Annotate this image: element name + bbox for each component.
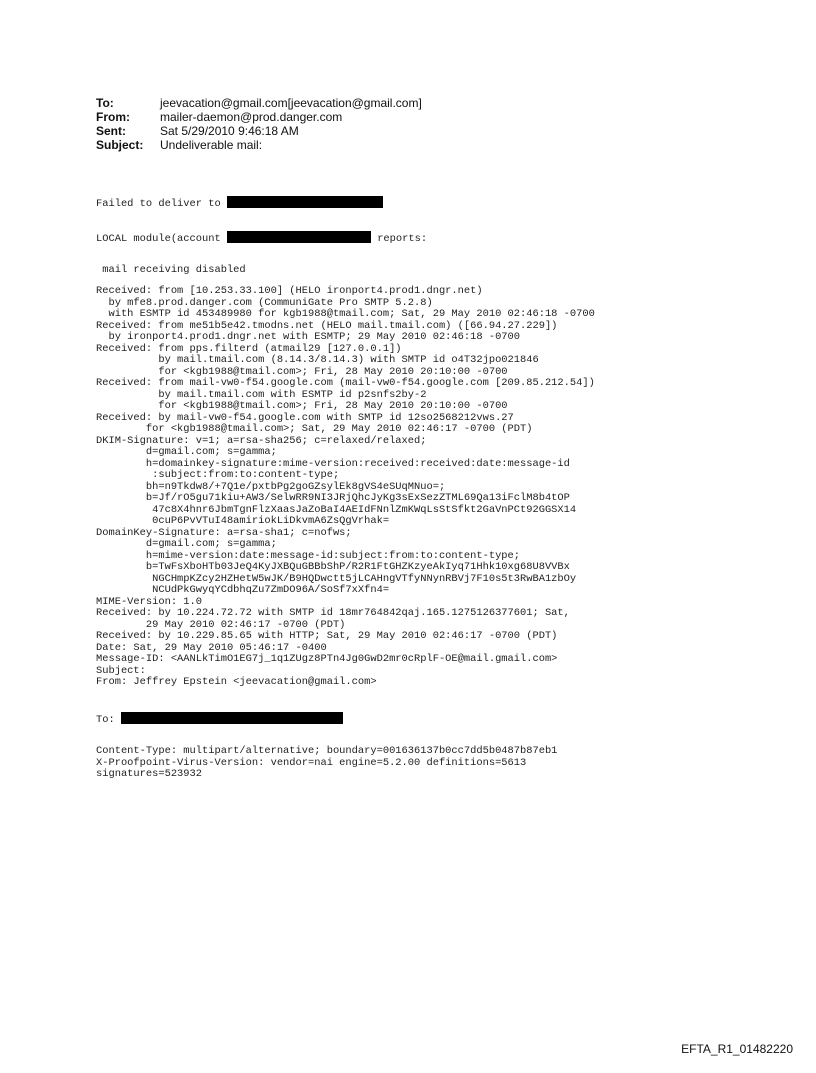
header-line: 0cuP6PvVTuI48amiriokLiDkvmA6ZsQgVrhak= (96, 515, 390, 527)
to-line (96, 712, 595, 724)
sent-value: Sat 5/29/2010 9:46:18 AM (160, 124, 299, 138)
header-line: DomainKey-Signature: a=rsa-sha1; c=nofws; (96, 526, 352, 539)
failure-text-1: Failed to deliver to (96, 198, 227, 210)
header-line: by mail.tmail.com (8.14.3/8.14.3) with SMTP id o4T32jpo021846 (96, 354, 539, 366)
header-line: 29 May 2010 02:46:17 -0700 (PDT) (96, 618, 346, 631)
header-line: Content-Type: multipart/alternative; boundary=001636137b0cc7dd5b0487b87eb1 (96, 745, 558, 757)
header-line: Subject: (96, 664, 146, 677)
sent-row (96, 124, 422, 138)
header-line: b=TwFsXboHTb03JeQ4KyJXBQuGBBbShP/R2R1FtGHZKzyeAkIyq71Hhk10xg68U8VVBx (96, 561, 570, 573)
header-line: for <kgb1988@tmail.com>; Sat, 29 May 2010 02:46:17 -0700 (PDT) (96, 423, 533, 435)
header-line: X-Proofpoint-Virus-Version: vendor=nai engine=5.2.00 definitions=5613 (96, 756, 527, 769)
header-line: Received: by mail-vw0-f54.google.com with SMTP id 12so2568212vws.27 (96, 411, 514, 424)
header-line: bh=n9Tkdw8/+7Q1e/pxtbPg2goGZsylEk8gVS4eSUqMNuo=; (96, 480, 446, 493)
failure-line-1 (96, 196, 427, 208)
failure-text-2a: LOCAL module(account (96, 232, 227, 245)
header-line: with ESMTP id 453489980 for kgb1988@tmail.com; Sat, 29 May 2010 02:46:18 -0700 (96, 308, 595, 320)
subject-label: Subject: (96, 138, 144, 152)
bates-number: EFTA_R1_01482220 (681, 1042, 793, 1056)
failure-line-2 (96, 231, 427, 243)
header-line: :subject:from:to:content-type; (96, 469, 340, 481)
header-line: b=Jf/rO5gu71kiu+AW3/SelwRR9NI3JRjQhcJyKg3sExSezZTML69Qa13iFclM8b4tOP (96, 492, 570, 504)
header-line: Received: by 10.224.72.72 with SMTP id 18mr764842qaj.165.1275126377601; Sat, (96, 607, 570, 619)
header-line: by ironport4.prod1.dngr.net with ESMTP; 29 May 2010 02:46:18 -0700 (96, 331, 521, 343)
failure-line-3: mail receiving disabled (96, 264, 246, 276)
redaction-box (227, 196, 383, 208)
header-lines (96, 286, 595, 689)
header-line: Received: from mail-vw0-f54.google.com (mail-vw0-f54.google.com [209.85.212.54]) (96, 377, 595, 389)
header-line: 47c8X4hnr6JbmTgnFlzXaasJaZoBaI4AEIdFNnlZmKWqLsStSfkt2GaVnPCt92GGSX14 (96, 503, 577, 516)
from-value: mailer-daemon@prod.danger.com (160, 110, 343, 124)
redaction-box (227, 231, 371, 243)
subject-value: Undeliverable mail: (160, 138, 263, 152)
header-line: for <kgb1988@tmail.com>; Fri, 28 May 2010 20:10:00 -0700 (96, 365, 508, 378)
failure-text-2b: reports: (370, 232, 428, 245)
header-line: From: Jeffrey Epstein <jeevacation@gmail.com> (96, 676, 377, 688)
from-row (96, 110, 422, 124)
header-line: DKIM-Signature: v=1; a=rsa-sha256; c=relaxed/relaxed; (96, 434, 427, 447)
header-line: Message-ID: <AANLkTimO1EG7j_1q1ZUgz8PTn4Jg0GwD2mr0cRplF-OE@mail.gmail.com> (96, 653, 558, 665)
raw-headers (96, 263, 595, 792)
header-line: d=gmail.com; s=gamma; (96, 446, 277, 458)
from-label: From: (96, 110, 130, 124)
header-line: MIME-Version: 1.0 (96, 595, 203, 608)
header-line: for <kgb1988@tmail.com>; Fri, 28 May 2010 20:10:00 -0700 (96, 400, 508, 412)
header-line: Received: from pps.filterd (atmail29 [127.0.0.1]) (96, 342, 402, 355)
redaction-box (121, 712, 343, 724)
header-line: Received: by 10.229.85.65 with HTTP; Sat, 29 May 2010 02:46:17 -0700 (PDT) (96, 630, 558, 642)
header-line: d=gmail.com; s=gamma; (96, 538, 277, 550)
header-line: by mfe8.prod.danger.com (CommuniGate Pro SMTP 5.2.8) (96, 296, 433, 309)
subject-row (96, 138, 422, 152)
header-line: h=domainkey-signature:mime-version:received:received:date:message-id (96, 457, 570, 470)
to-line-label: To: (96, 713, 121, 726)
header-line: h=mime-version:date:message-id:subject:from:to:content-type; (96, 549, 521, 562)
header-line: by mail.tmail.com with ESMTP id p2snfs2by-2 (96, 388, 427, 401)
to-label: To: (96, 96, 114, 110)
header-line: Received: from me51b5e42.tmodns.net (HELO mail.tmail.com) ([66.94.27.229]) (96, 319, 558, 332)
header-line: NGCHmpKZcy2HZHetW5wJK/B9HQDwctt5jLCAHngVTfyNNynRBVj7F10s5t3RwBA1zbOy (96, 572, 577, 585)
tail-lines (96, 746, 595, 781)
sent-label: Sent: (96, 124, 126, 138)
header-line: NCUdPkGwyqYCdbhqZu7ZmDO96A/SoSf7xXfn4= (96, 584, 390, 596)
header-line: signatures=523932 (96, 768, 203, 780)
header-line: Received: from [10.253.33.100] (HELO ironport4.prod1.dngr.net) (96, 285, 483, 297)
to-value: jeevacation@gmail.com[jeevacation@gmail.com] (160, 96, 422, 110)
header-line: Date: Sat, 29 May 2010 05:46:17 -0400 (96, 641, 327, 654)
to-row (96, 96, 422, 110)
email-header (96, 96, 422, 152)
